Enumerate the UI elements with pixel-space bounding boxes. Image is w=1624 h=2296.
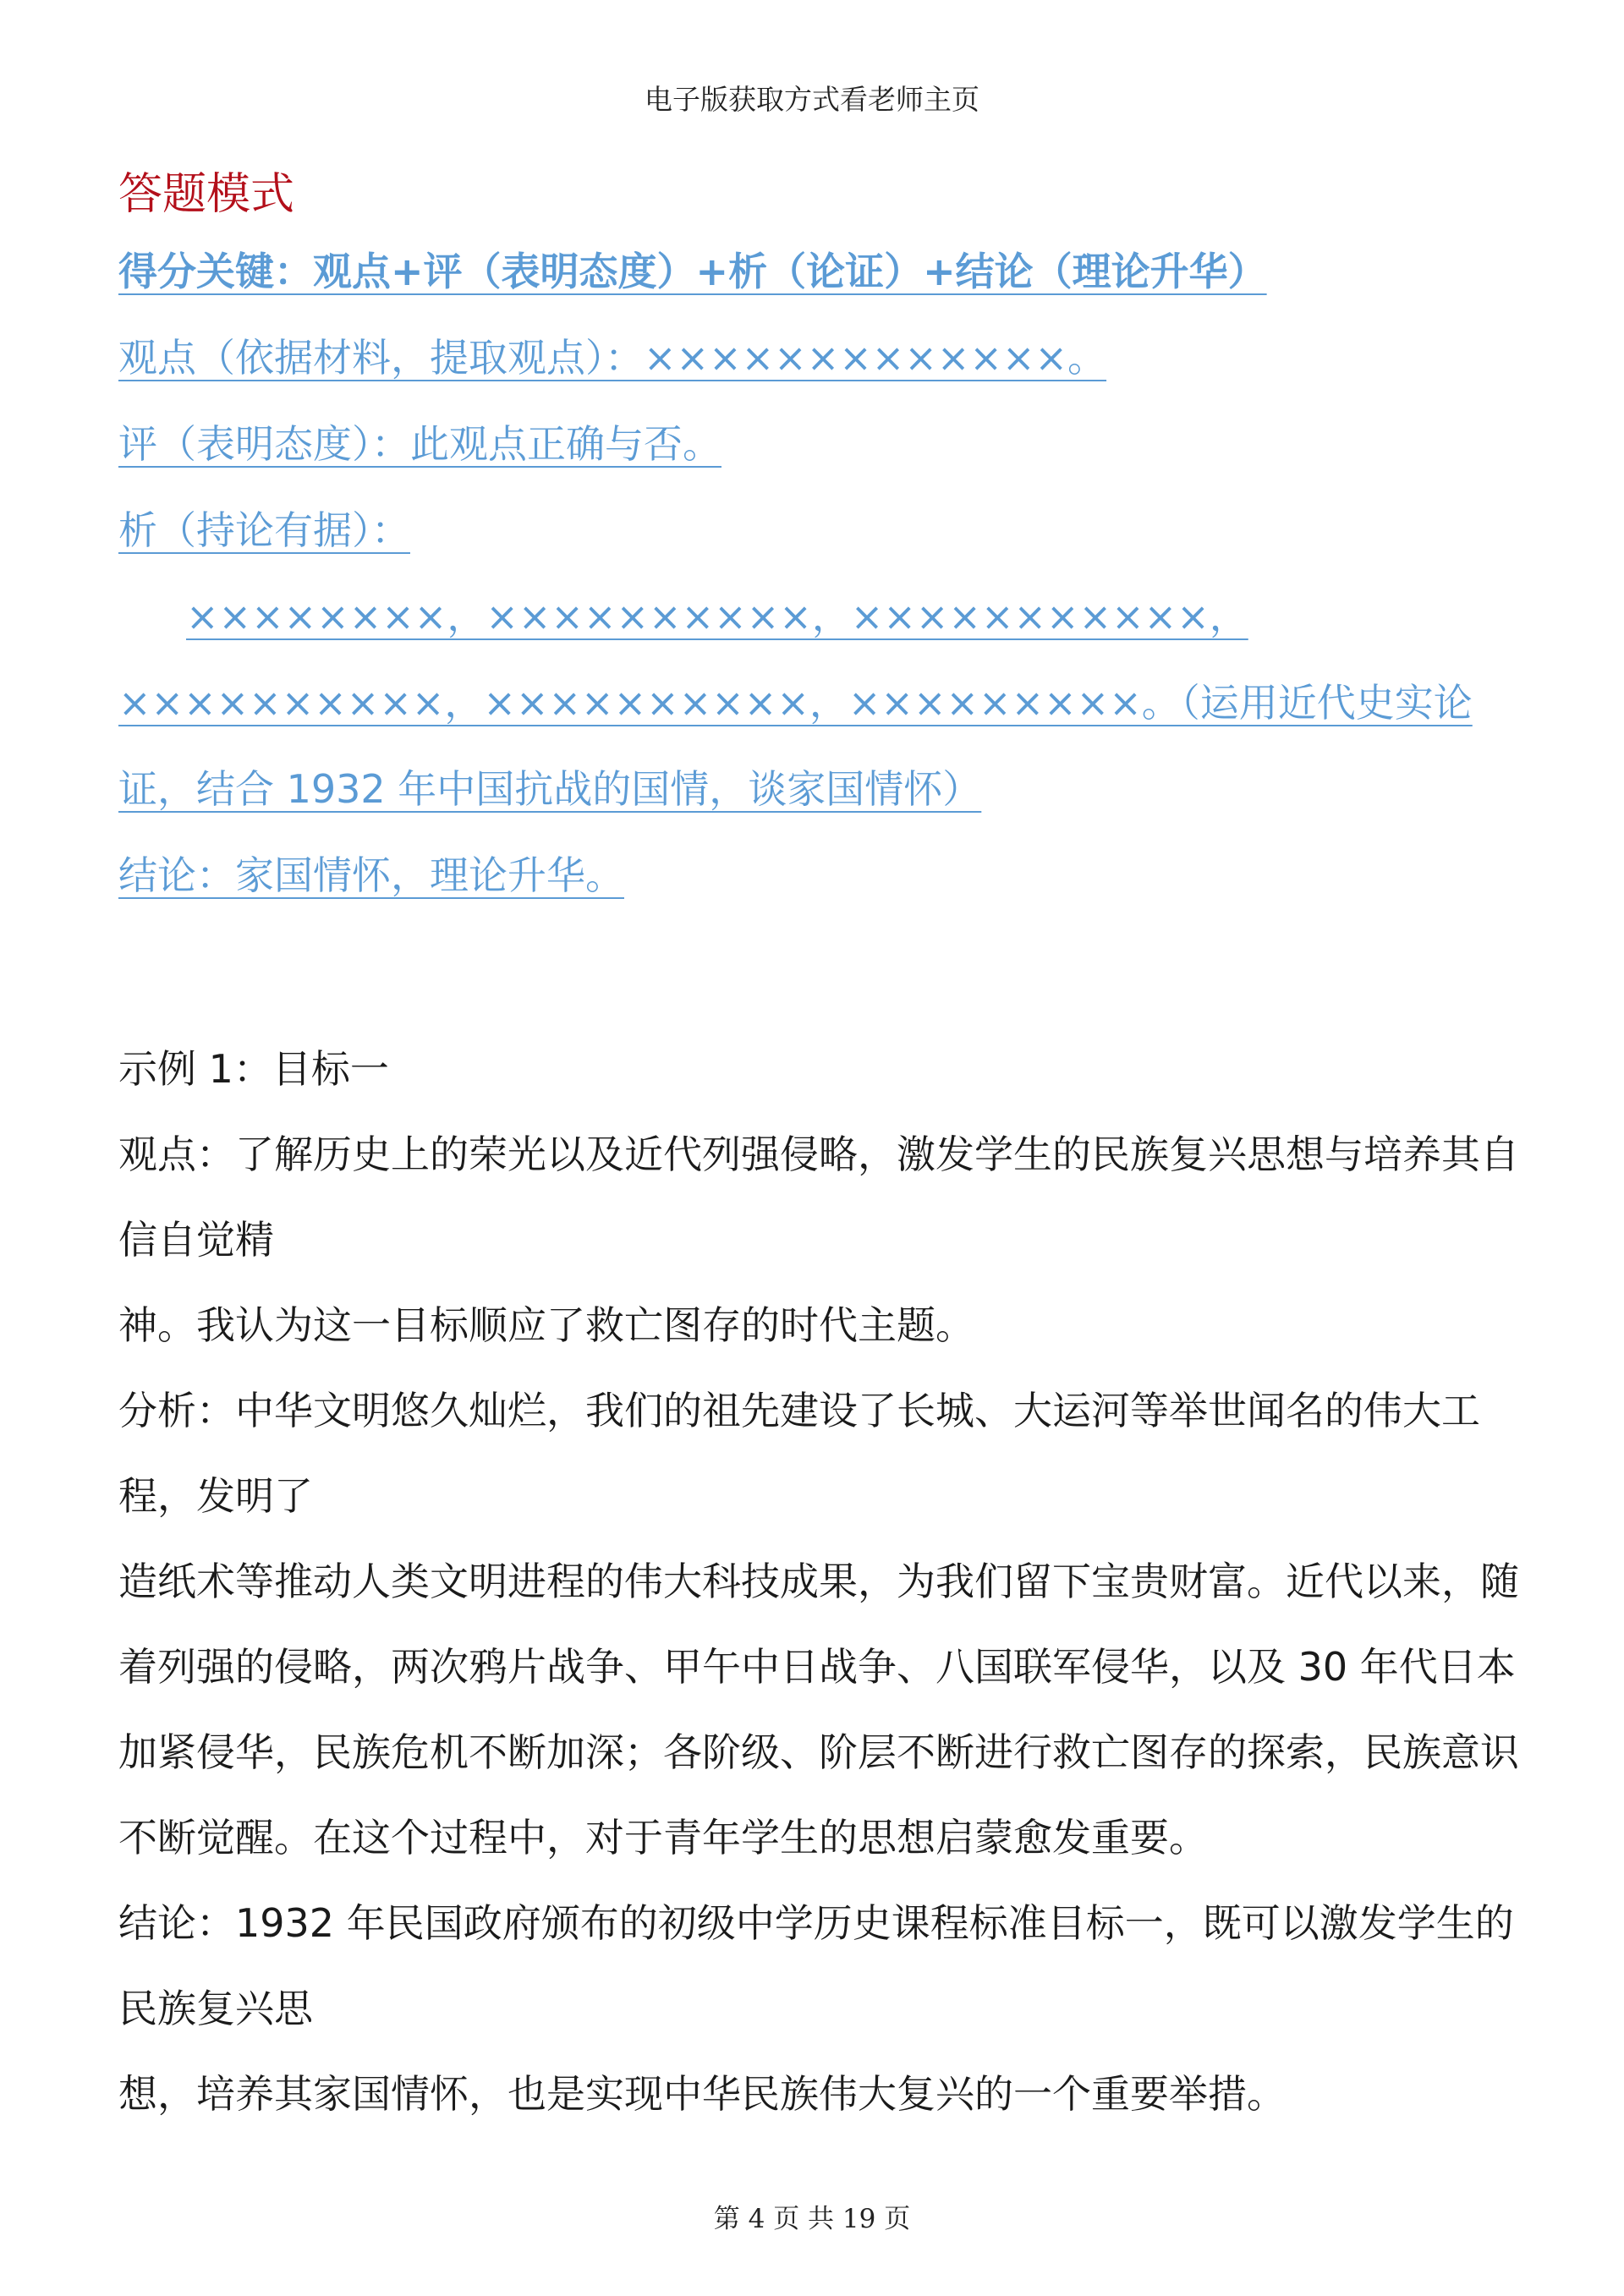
conclusion-line — [118, 832, 1522, 918]
evaluate-line — [118, 401, 1522, 487]
example-viewpoint-line-2: 神。我认为这一目标顺应了救亡图存的时代主题。 — [118, 1302, 974, 1348]
analyze-label-text: 析（持论有据）： — [118, 507, 410, 553]
analyze-body-paragraph — [118, 573, 1522, 832]
example-analysis-paragraph: 造纸术等推动人类文明进程的伟大科技成果，为我们留下宝贵财富。近代以来，随着列强的侵略，两次鸦片战争、甲午中日战争、八国联军侵华，以及 30 年代日本加紧侵华，民族危机不断加深；各阶级、阶层不断进行救亡图存的探索，民族意识不断觉醒。在这个过程中，对于青年学生的思想启蒙愈发重要。 — [118, 1559, 1519, 1860]
example-conclusion-line-2: 想，培养其家国情怀，也是实现中华民族伟大复兴的一个重要举措。 — [118, 2071, 1286, 2117]
example-heading: 示例 1：目标一 — [118, 1046, 389, 1092]
page-header: 电子版获取方式看老师主页 — [645, 83, 979, 116]
example-conclusion-line-1: 结论：1932 年民国政府颁布的初级中学历史课程标准目标一，既可以激发学生的民族复兴思 — [118, 1900, 1514, 2031]
viewpoint-text: 观点（依据材料，提取观点）：×××××××××××××。 — [118, 335, 1107, 381]
page-footer: 第 4 页 共 19 页 — [713, 2204, 911, 2234]
section-spacer — [118, 918, 1522, 1027]
analyze-body-text: ××××××××，××××××××××，×××××××××××，××××××××××，××××××××××，×××××××××。（运用近代史实论证，结合 1932 年中国抗战的国情，谈家国情怀） — [118, 594, 1473, 812]
score-key-line — [118, 228, 1522, 315]
section-title: 答题模式 — [118, 169, 295, 220]
viewpoint-line — [118, 315, 1522, 401]
example-analysis-line-1: 分析：中华文明悠久灿烂，我们的祖先建设了长城、大运河等举世闻名的伟大工程，发明了 — [118, 1388, 1480, 1519]
conclusion-text: 结论：家国情怀，理论升华。 — [118, 852, 624, 898]
evaluate-text: 评（表明态度）：此观点正确与否。 — [118, 421, 721, 467]
analyze-label-line — [118, 487, 1522, 573]
example-viewpoint-line-1: 观点：了解历史上的荣光以及近代列强侵略，激发学生的民族复兴思想与培养其自信自觉精 — [118, 1132, 1519, 1263]
document-body — [118, 161, 1522, 2137]
score-key-text: 得分关键：观点+评（表明态度）+析（论证）+结论（理论升华） — [118, 249, 1267, 294]
